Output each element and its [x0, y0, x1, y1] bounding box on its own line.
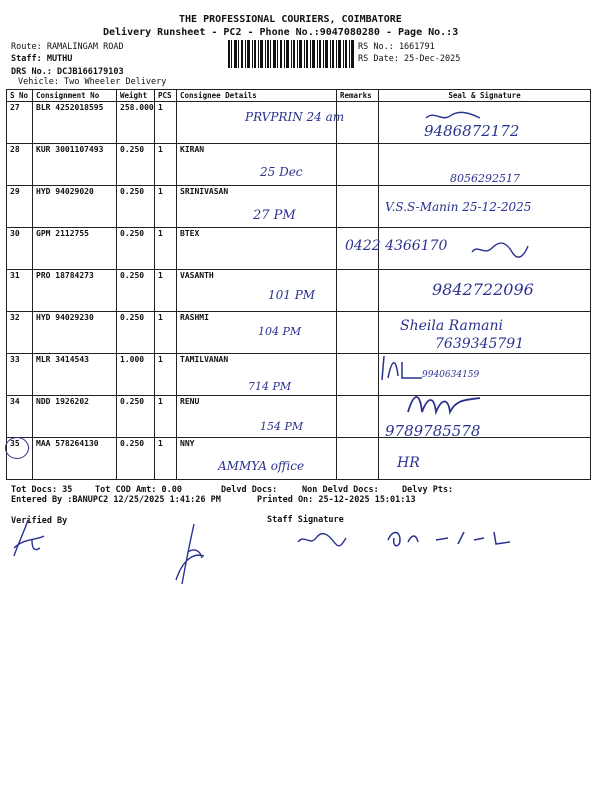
- table-header-row: [7, 90, 591, 102]
- cell-sno: 33: [7, 354, 33, 396]
- cell-consignment: KUR 3001107493: [33, 144, 117, 186]
- cell-consignee: KIRAN: [177, 144, 337, 186]
- cell-consignment: MAA 578264130: [33, 438, 117, 480]
- delivery-points: Delvy Pts:: [402, 485, 454, 495]
- handwritten-signature-27: 9486872172: [424, 122, 520, 140]
- verified-by-signature: [10, 518, 60, 558]
- rs-number: RS No.: 1661791: [358, 42, 435, 52]
- cell-sno: 34: [7, 396, 33, 438]
- handwritten-note-33: 714 PM: [248, 380, 292, 393]
- cell-consignment: HYD 94029230: [33, 312, 117, 354]
- cell-remarks: [337, 312, 379, 354]
- cell-consignee: RENU: [177, 396, 337, 438]
- cell-consignee: NNY: [177, 438, 337, 480]
- col-header-remarks: Remarks: [337, 90, 379, 102]
- cell-weight: 0.250: [117, 270, 155, 312]
- handwritten-phone-32: 7639345791: [435, 336, 525, 352]
- cell-pcs: 1: [155, 270, 177, 312]
- cell-pcs: 1: [155, 102, 177, 144]
- handwritten-phone-34: 9789785578: [385, 422, 481, 440]
- staff-signature-mark-1: [170, 522, 210, 590]
- handwritten-signature-32: Sheila Ramani: [400, 318, 503, 334]
- signature-scribble-34: [404, 390, 484, 420]
- entered-by: Entered By :BANUPC2 12/25/2025 1:41:26 PM: [11, 495, 221, 505]
- col-header-consignment: Consignment No: [33, 90, 117, 102]
- cell-consignee: VASANTH: [177, 270, 337, 312]
- cell-remarks: [337, 396, 379, 438]
- staff-signature-label: Staff Signature: [267, 515, 344, 525]
- staff-signature-mark-2: [296, 530, 348, 548]
- cell-consignment: MLR 3414543: [33, 354, 117, 396]
- cell-remarks: [337, 144, 379, 186]
- cell-pcs: 1: [155, 144, 177, 186]
- handwritten-note-29: 27 PM: [253, 208, 296, 223]
- handwritten-note-31: 101 PM: [268, 288, 316, 302]
- handwritten-circle-mark: [5, 437, 29, 459]
- vehicle-info: Vehicle: Two Wheeler Delivery: [18, 77, 167, 87]
- drs-info: DRS No.: DCJB166179103: [11, 67, 124, 77]
- cell-consignment: HYD 94029020: [33, 186, 117, 228]
- cell-sno: 32: [7, 312, 33, 354]
- handwritten-note-28: 25 Dec: [260, 165, 303, 179]
- total-docs: Tot Docs: 35: [11, 485, 73, 495]
- cell-weight: 0.250: [117, 438, 155, 480]
- handwritten-note-34: 154 PM: [260, 420, 304, 433]
- table-row: [7, 354, 591, 396]
- verified-by-label: Verified By: [11, 516, 68, 526]
- cell-remarks: [337, 438, 379, 480]
- cell-consignee: RASHMI: [177, 312, 337, 354]
- rs-date: RS Date: 25-Dec-2025: [358, 54, 461, 64]
- handwritten-signature-29: V.S.S-Manin 25-12-2025: [385, 200, 532, 214]
- cell-consignment: BLR 4252018595: [33, 102, 117, 144]
- cell-sno: 31: [7, 270, 33, 312]
- printed-on: Printed On: 25-12-2025 15:01:13: [257, 495, 416, 505]
- cell-sno: 27: [7, 102, 33, 144]
- cell-weight: 0.250: [117, 396, 155, 438]
- cell-consignee: TAMILVANAN: [177, 354, 337, 396]
- cell-consignment: NDD 1926202: [33, 396, 117, 438]
- company-name: THE PROFESSIONAL COURIERS, COIMBATORE: [179, 14, 402, 25]
- delivered-docs: Delvd Docs:: [221, 485, 278, 495]
- barcode-image: [228, 40, 354, 68]
- cell-weight: 1.000: [117, 354, 155, 396]
- cell-pcs: 1: [155, 228, 177, 270]
- cell-weight: 258.000: [117, 102, 155, 144]
- cell-sno: 29: [7, 186, 33, 228]
- handwritten-signature-28: 8056292517: [450, 172, 520, 185]
- route-info: Route: RAMALINGAM ROAD: [11, 42, 124, 52]
- handwritten-note-27: PRVPRIN 24 am: [245, 110, 345, 124]
- cell-consignee: BTEX: [177, 228, 337, 270]
- col-header-consignee: Consignee Details: [177, 90, 337, 102]
- cell-consignment: PRO 18784273: [33, 270, 117, 312]
- handwritten-signature-33: 9940634159: [422, 370, 480, 380]
- cell-weight: 0.250: [117, 312, 155, 354]
- handwritten-signature-31: 9842722096: [432, 280, 534, 299]
- cell-pcs: 1: [155, 396, 177, 438]
- col-header-pcs: PCS: [155, 90, 177, 102]
- cell-weight: 0.250: [117, 186, 155, 228]
- handwritten-signature-35: HR: [397, 455, 420, 471]
- cell-pcs: 1: [155, 312, 177, 354]
- total-cod-amount: Tot COD Amt: 0.00: [95, 485, 182, 495]
- cell-remarks: [337, 186, 379, 228]
- runsheet-title: Delivery Runsheet - PC2 - Phone No.:9047080280 - Page No.:3: [103, 27, 459, 38]
- cell-remarks: [337, 354, 379, 396]
- staff-info: Staff: MUTHU: [11, 54, 73, 64]
- cell-remarks: [337, 270, 379, 312]
- cell-consignment: GPM 2112755: [33, 228, 117, 270]
- cell-weight: 0.250: [117, 228, 155, 270]
- handwritten-note-35: AMMYA office: [218, 459, 305, 473]
- cell-sno: 30: [7, 228, 33, 270]
- cell-pcs: 1: [155, 354, 177, 396]
- cell-sno: 35: [7, 438, 33, 480]
- handwritten-signature-30: 0422 4366170: [345, 238, 448, 254]
- non-delivered-docs: Non Delvd Docs:: [302, 485, 379, 495]
- signature-scribble-30: [470, 240, 530, 260]
- col-header-sno: S No: [7, 90, 33, 102]
- cell-consignee: SRINIVASAN: [177, 186, 337, 228]
- cell-sno: 28: [7, 144, 33, 186]
- col-header-signature: Seal & Signature: [379, 90, 591, 102]
- cell-pcs: 1: [155, 438, 177, 480]
- cell-pcs: 1: [155, 186, 177, 228]
- handwritten-note-32: 104 PM: [258, 325, 302, 338]
- cell-weight: 0.250: [117, 144, 155, 186]
- signature-scribble-27: [424, 108, 484, 128]
- col-header-weight: Weight: [117, 90, 155, 102]
- staff-signature-mark-3: [386, 526, 516, 550]
- signature-scribble-33: [378, 352, 426, 382]
